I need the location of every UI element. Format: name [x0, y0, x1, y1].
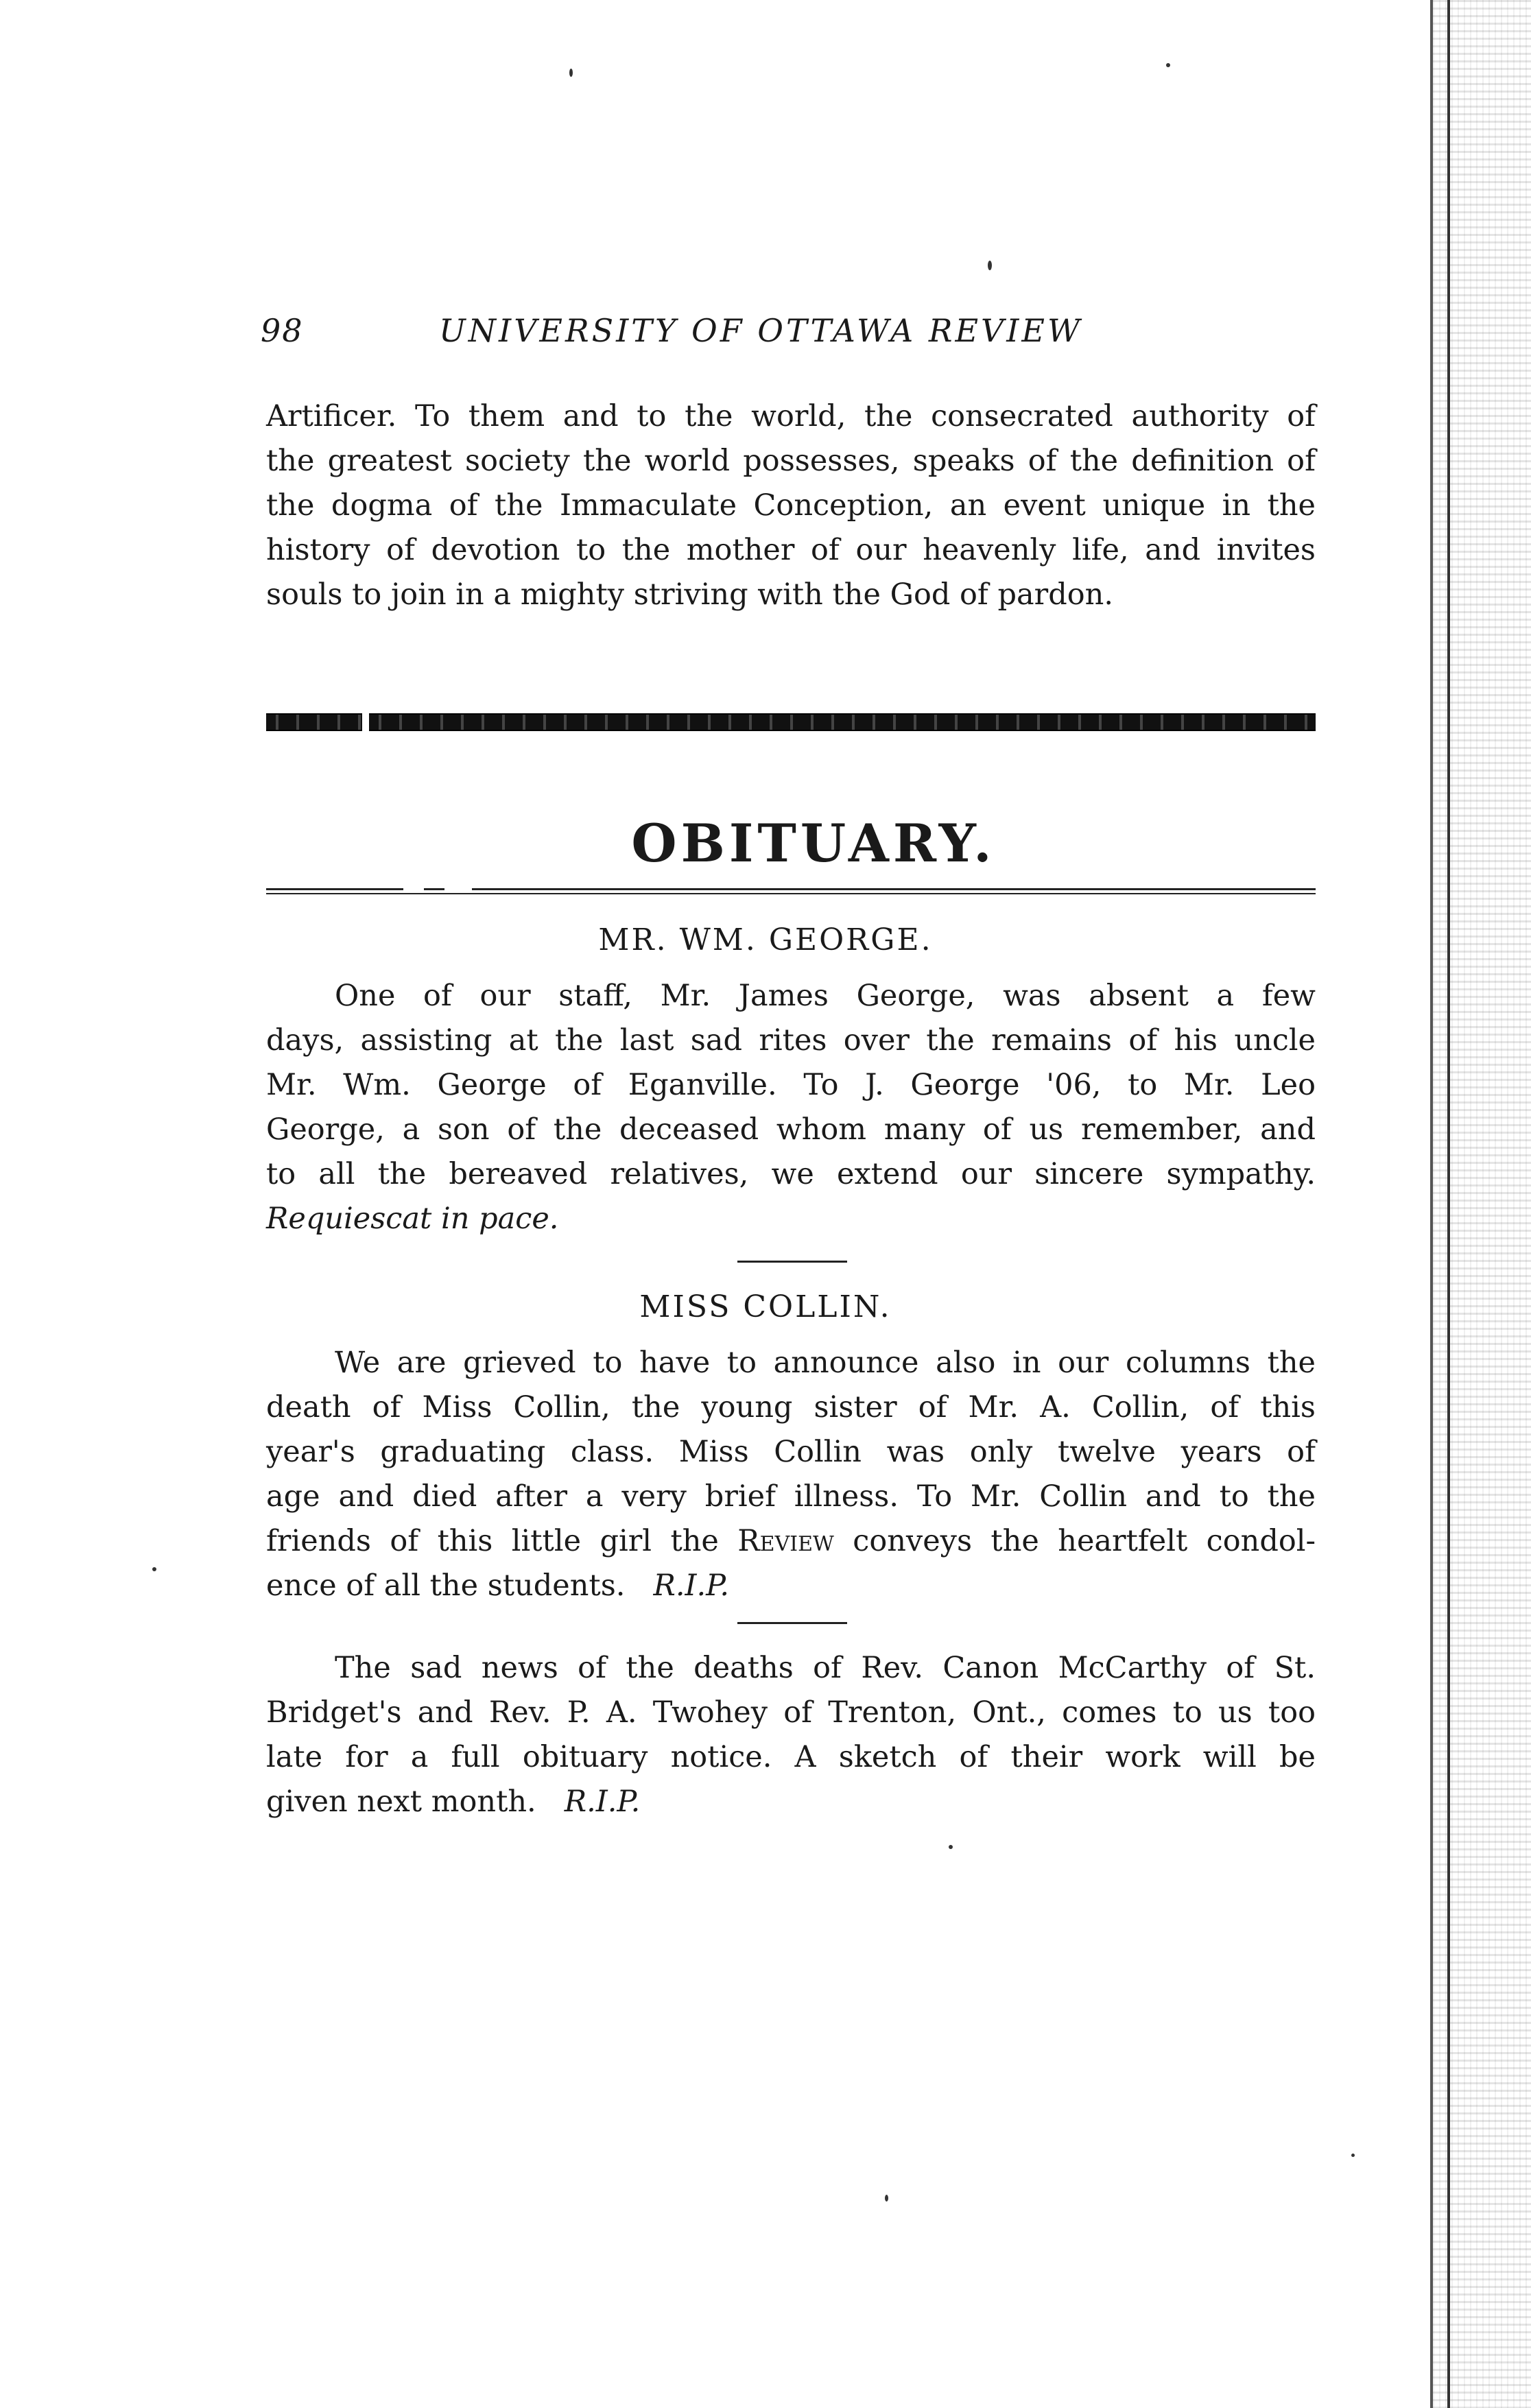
scan-speck: [1351, 2154, 1355, 2157]
text-line-composite: [266, 1564, 1316, 1608]
text-line: George, a son of the deceased whom many of us remember, and: [266, 1112, 1316, 1147]
text-line: The sad news of the deaths of Rev. Canon McCarthy of St.: [335, 1651, 1316, 1685]
section-separator: [737, 1261, 847, 1263]
scanned-page-edge: [1430, 0, 1531, 2408]
text-line: death of Miss Collin, the young sister of Mr. A. Collin, of this: [266, 1390, 1316, 1424]
obituary-collin-text: [266, 1341, 1316, 1608]
review-word: Review: [737, 1524, 834, 1558]
running-header: [261, 312, 1310, 360]
section-separator: [737, 1622, 847, 1624]
text-fragment: given next month.: [266, 1785, 536, 1819]
text-line: Mr. Wm. George of Eganville. To J. George '06, to Mr. Leo: [266, 1068, 1316, 1102]
scan-speck: [569, 69, 573, 77]
scan-speck: [152, 1567, 156, 1571]
intro-paragraph: [266, 394, 1316, 617]
obituary-heading-collin: MISS COLLIN.: [639, 1289, 892, 1324]
rip-abbreviation: R.I.P.: [653, 1569, 730, 1603]
journal-title: UNIVERSITY OF OTTAWA REVIEW: [439, 312, 1083, 349]
page-binding-line: [1447, 0, 1450, 2408]
scan-speck: [885, 2195, 888, 2202]
ornamental-divider: [266, 713, 1316, 731]
section-title: OBITUARY.: [631, 813, 996, 874]
title-underline: [266, 888, 1316, 895]
text-line: history of devotion to the mother of our heavenly life, and invites: [266, 533, 1316, 567]
scan-speck: [949, 1845, 953, 1849]
scan-speck: [988, 261, 992, 270]
text-line-composite: [266, 1519, 1316, 1564]
text-line: the dogma of the Immaculate Conception, an event unique in the: [266, 488, 1316, 523]
text-line: late for a full obituary notice. A sketch of their work will be: [266, 1740, 1316, 1774]
text-line: We are grieved to have to announce also in our columns the: [335, 1346, 1316, 1380]
text-fragment: friends of this little girl the: [266, 1524, 719, 1558]
obituary-heading-george: MR. WM. GEORGE.: [598, 922, 933, 957]
final-paragraph: [266, 1646, 1316, 1824]
text-line-composite: [266, 1780, 1316, 1824]
text-line: age and died after a very brief illness. To Mr. Collin and to the: [266, 1479, 1316, 1514]
text-line: Artificer. To them and to the world, the consecrated authority of: [266, 399, 1316, 433]
text-line: souls to join in a mighty striving with the God of pardon.: [266, 577, 1113, 612]
text-fragment: ence of all the students.: [266, 1569, 626, 1603]
text-line: One of our staff, Mr. James George, was absent a few: [335, 979, 1316, 1013]
text-line: Bridget's and Rev. P. A. Twohey of Trenton, Ont., comes to us too: [266, 1695, 1316, 1730]
obituary-george-text: [266, 974, 1316, 1241]
text-line: the greatest society the world possesses, speaks of the definition of: [266, 444, 1316, 478]
page-number: 98: [261, 312, 304, 349]
text-line: to all the bereaved relatives, we extend our sincere sympathy.: [266, 1157, 1316, 1191]
text-line: year's graduating class. Miss Collin was only twelve years of: [266, 1435, 1316, 1469]
scan-speck: [1166, 63, 1170, 67]
text-fragment: conveys the heartfelt condol-: [853, 1524, 1316, 1558]
text-line: days, assisting at the last sad rites over the remains of his uncle: [266, 1023, 1316, 1058]
rip-abbreviation: R.I.P.: [564, 1785, 641, 1819]
latin-closing: Requiescat in pace.: [266, 1202, 559, 1236]
